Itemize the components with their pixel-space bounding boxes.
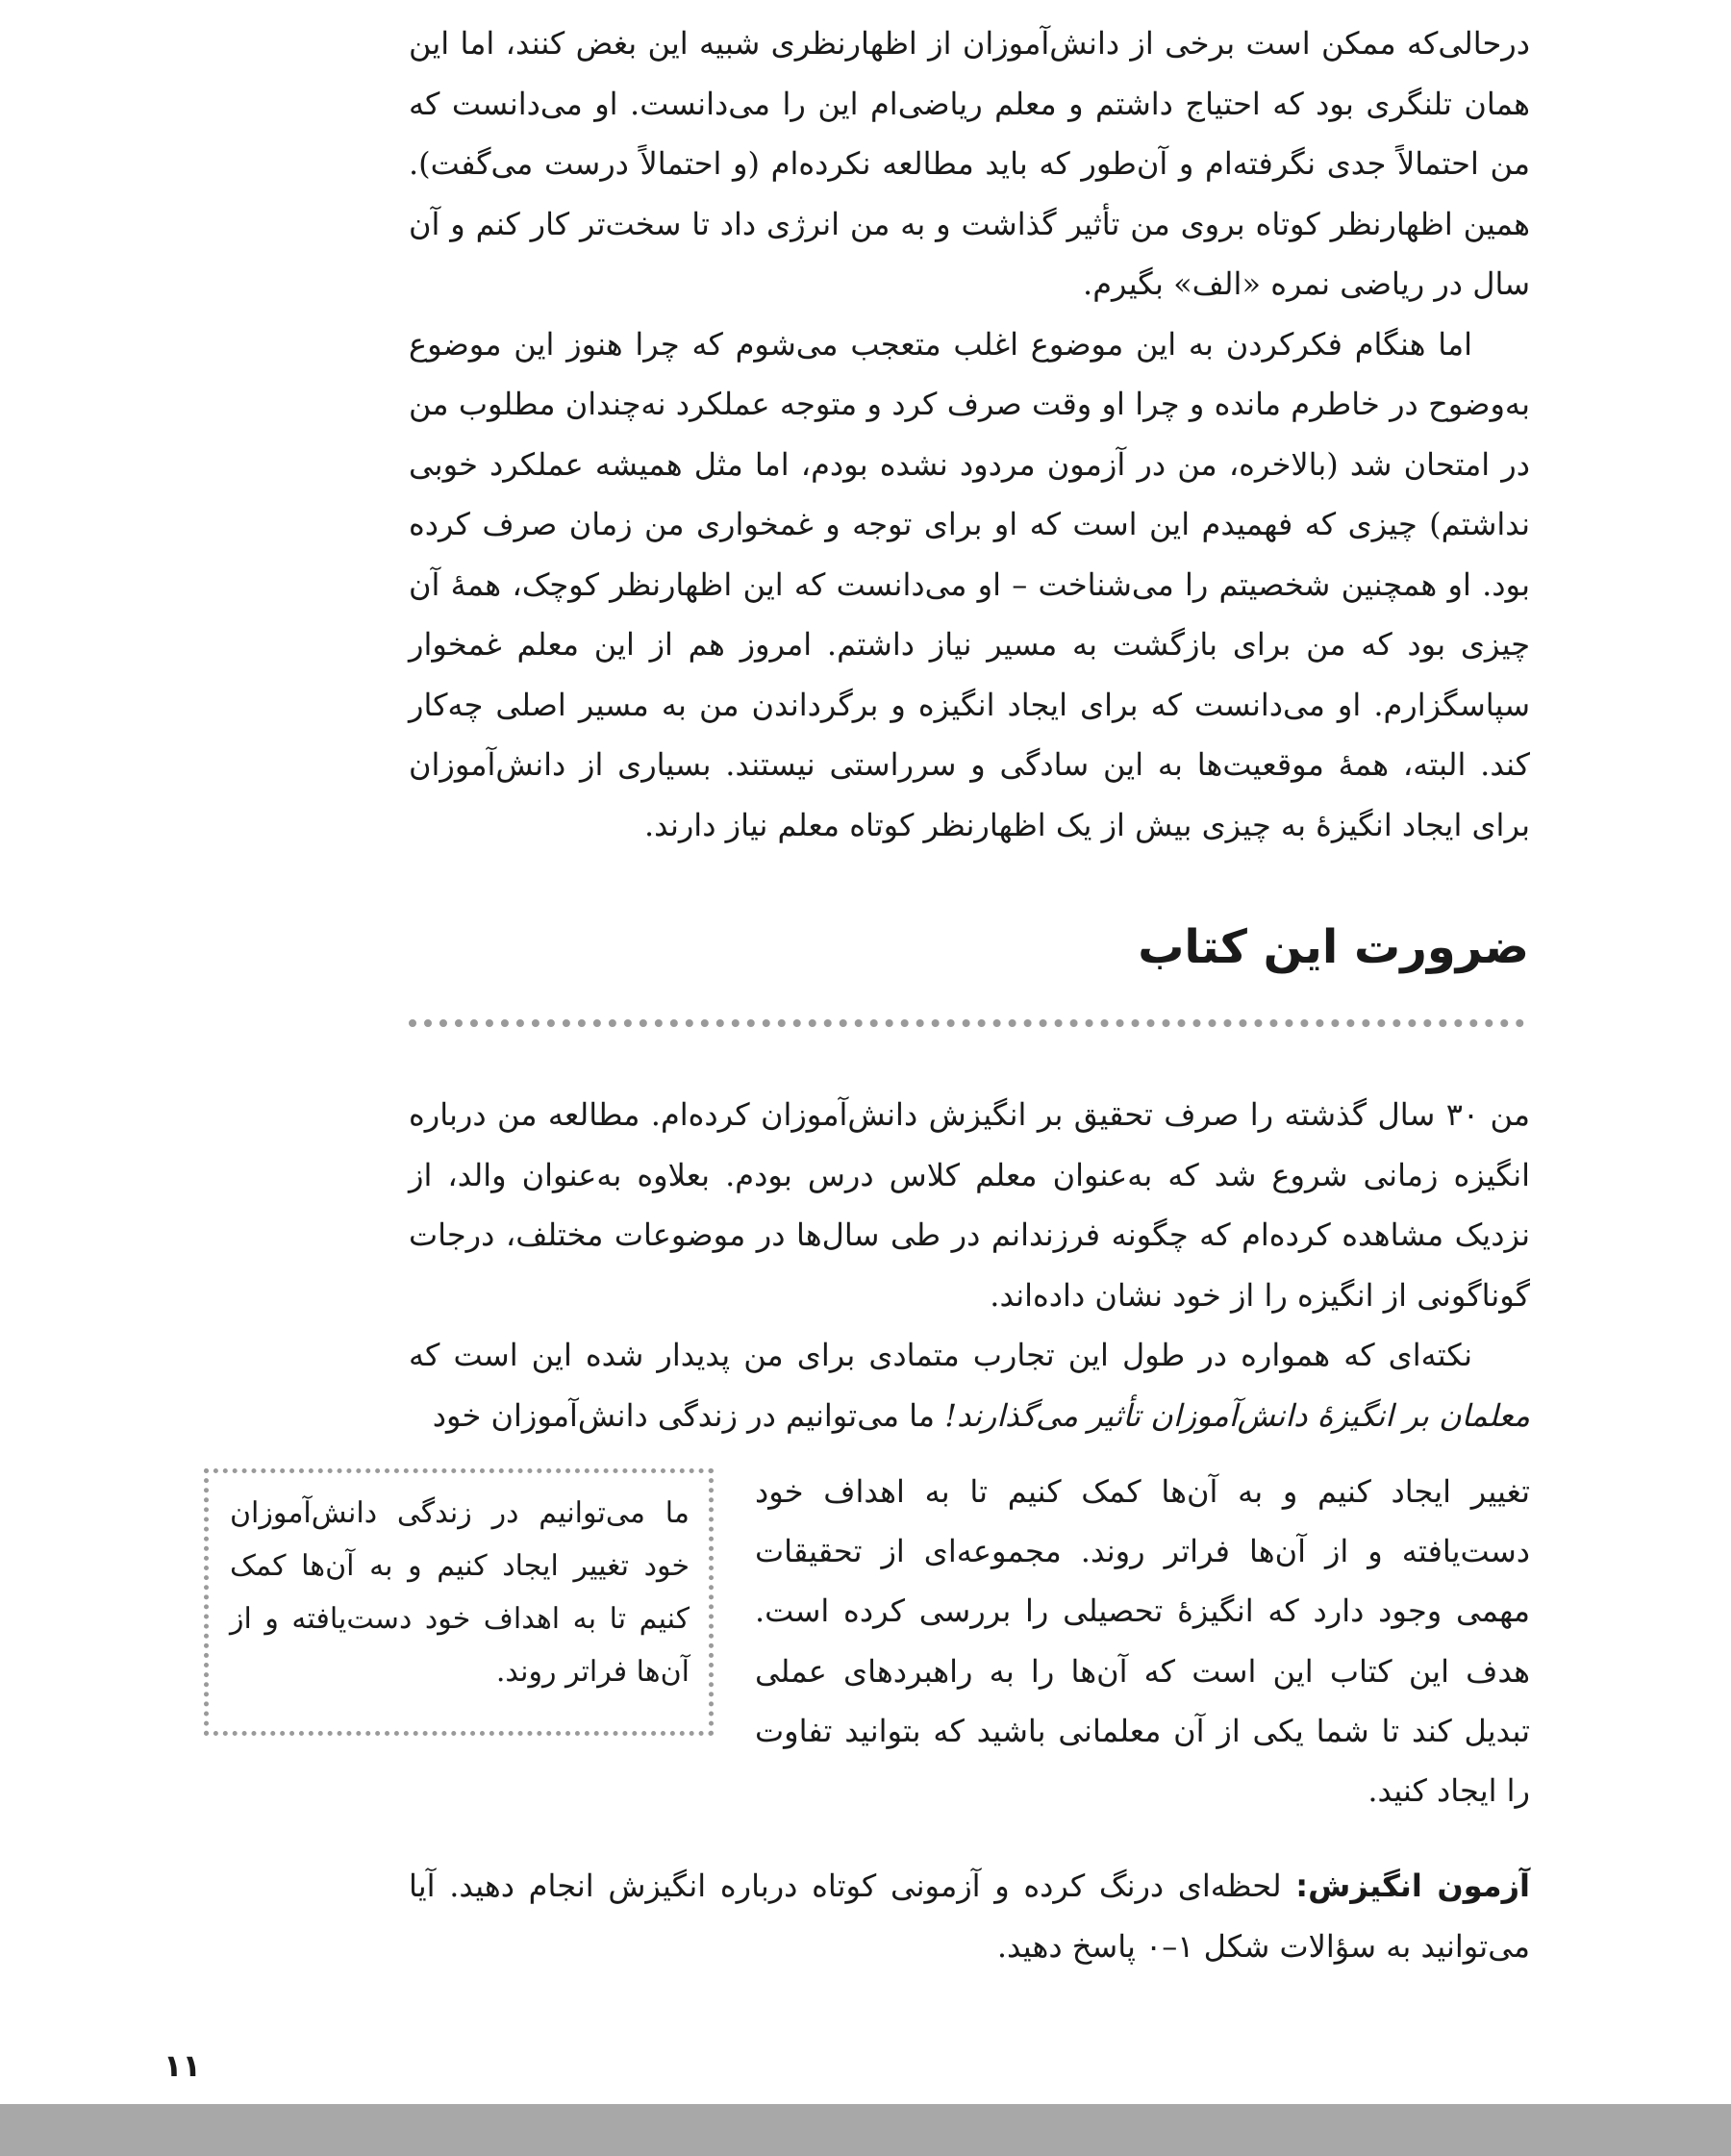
paragraph-2-start: نکته‌ای که همواره در طول این تجارب متمادی برای من پدیدار شده این است که	[409, 1337, 1472, 1373]
paragraph-2-end: ما می‌توانیم در زندگی دانش‌آموزان خود	[432, 1396, 936, 1434]
section-heading: ضرورت این کتاب	[1138, 920, 1529, 974]
quiz-text: لحظه‌ای درنگ کرده و آزمونی کوتاه درباره انگیزش انجام دهید. آیا می‌توانید به سؤالات شکل ۱–۰ پاسخ دهید.	[409, 1868, 1530, 1965]
intro-paragraph-1: درحالی‌که ممکن است برخی از دانش‌آموزان از اظهارنظری شبیه این بغض کنند، اما این همان تلنگری بود که احتیاج داشتم و معلم ریاضی‌ام این را می‌دانست. او می‌دانست که من احتمالاً جدی نگرفته‌ام و آن‌طور که باید مطالعه نکرده‌ام (و احتمالاً درست می‌گفت). همین اظهارنظر کوتاه بروی من تأثیر گذاشت و به من انرژی داد تا سخت‌تر کار کنم و آن سال در ریاضی نمره «الف» بگیرم.	[409, 25, 1531, 302]
quiz-paragraph	[409, 1856, 1530, 1976]
page-number: ۱۱	[163, 2047, 202, 2084]
pull-quote-text: ما می‌توانیم در زندگی دانش‌آموزان خود تغییر ایجاد کنیم و به آن‌ها کمک کنیم تا به اهداف خود دست‌یافته و از آن‌ها فراتر روند.	[230, 1496, 690, 1689]
intro-paragraph-2: اما هنگام فکرکردن به این موضوع اغلب متعجب می‌شوم که چرا هنوز این موضوع به‌وضوح در خاطرم مانده و چرا او وقت صرف کرد و متوجه عملکرد نه‌چندان مطلوب من در امتحان شد (بالاخره، من در آزمون مردود نشده بودم، اما مثل همیشه عملکرد خوبی نداشتم) چیزی که فهمیدم این است که او برای توجه و غمخواری من زمان صرف کرده بود. او همچنین شخصیتم را می‌شناخت – او می‌دانست که این اظهارنظر کوچک، همهٔ آن چیزی بود که من برای بازگشت به مسیر نیاز داشتم. امروز هم از این معلم غمخوار سپاسگزارم. او می‌دانست که برای ایجاد انگیزه و برگرداندن من به مسیر اصلی چه‌کار کند. البته، همهٔ موقعیت‌ها به این سادگی و سرراستی نیستند. بسیاری از دانش‌آموزان برای ایجاد انگیزهٔ به چیزی بیش از یک اظهارنظر کوتاه معلم نیاز دارند.	[409, 325, 1531, 843]
section-paragraph-1: من ۳۰ سال گذشته را صرف تحقیق بر انگیزش دانش‌آموزان کرده‌ام. مطالعه من درباره انگیزه زمانی شروع شد که به‌عنوان معلم کلاس درس بودم. بعلاوه به‌عنوان والد، از نزدیک مشاهده کرده‌ام که چگونه فرزندانم در طی سال‌ها در موضوعات مختلف، درجات گوناگونی از انگیزه را از خود نشان داده‌اند.	[409, 1096, 1531, 1314]
dotted-divider	[409, 1019, 1524, 1027]
quiz-label: آزمون انگیزش:	[1295, 1868, 1530, 1904]
section-paragraph-2	[409, 1325, 1530, 1445]
pull-quote-box	[204, 1468, 714, 1736]
emphasis-text: معلمان بر انگیزهٔ دانش‌آموزان تأثیر می‌گذارند!	[944, 1396, 1530, 1434]
bottom-band	[0, 2104, 1731, 2156]
intro-block	[409, 13, 1530, 855]
section-block	[409, 1085, 1530, 1445]
paragraph-beside-quote	[755, 1462, 1530, 1820]
section-paragraph-2-continued: تغییر ایجاد کنیم و به آن‌ها کمک کنیم تا به اهداف خود دست‌یافته و از آن‌ها فراتر روند. مجموعه‌ای از تحقیقات مهمی وجود دارد که انگیزهٔ تحصیلی را بررسی کرده است. هدف این کتاب این است که آن‌ها را به راهبردهای عملی تبدیل کند تا شما یکی از آن معلمانی باشید که بتوانید تفاوت را ایجاد کنید.	[755, 1473, 1531, 1810]
quiz-block	[409, 1856, 1530, 1976]
